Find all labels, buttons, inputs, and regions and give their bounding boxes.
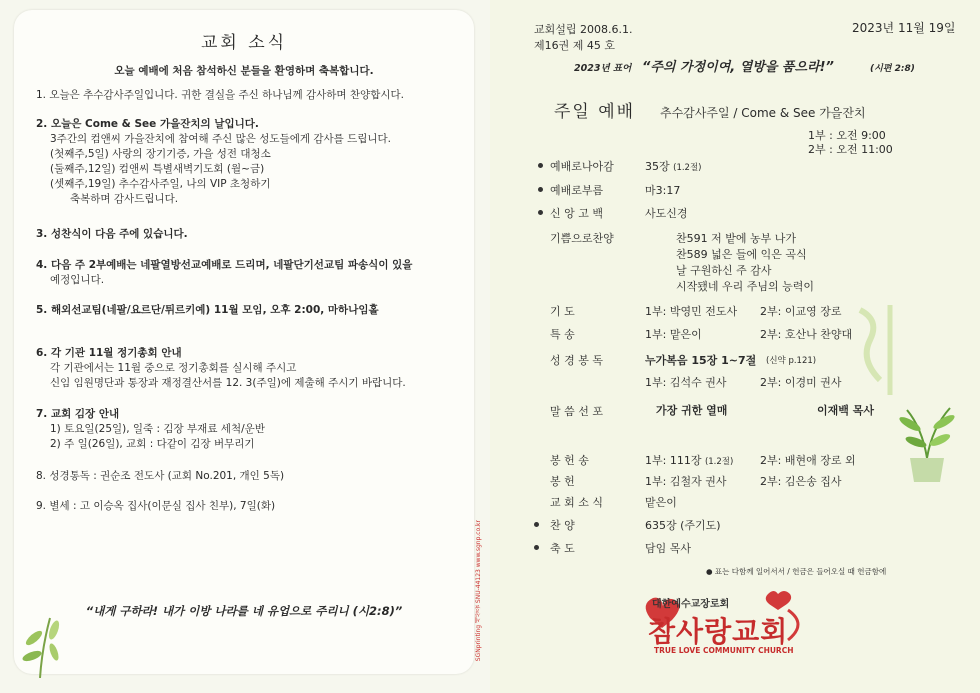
plant-pot-icon (892, 398, 962, 492)
service-time-1: 1부 : 오전 9:00 (808, 129, 886, 142)
offering-song-first-text: 1부: 111장 (645, 454, 702, 467)
news-item-7-line: 2) 주 일(26일), 교회 : 다같이 김장 버무리기 (50, 438, 255, 450)
news-panel (14, 10, 474, 674)
standing-dot-icon (534, 522, 539, 527)
news-item-2-line: (셋째주,19일) 추수감사주일, 나의 VIP 초청하기 (50, 178, 271, 190)
row-value (645, 158, 702, 174)
denomination: 대한예수교장로회 (652, 599, 730, 610)
news-item-4-line: 예정입니다. (50, 274, 105, 286)
row-value-extra: (1.2절) (673, 163, 702, 173)
special-song-label: 특 송 (550, 328, 575, 341)
benediction-label: 축 도 (550, 542, 575, 555)
prayer-second: 2부: 이교영 장로 (760, 305, 842, 318)
offering-label: 봉 헌 (550, 475, 575, 488)
printer-imprint: SGNprinting 세상을 SNU-44123 www.sgnp.co.kr (475, 520, 482, 662)
reading-label: 성 경 봉 독 (550, 354, 603, 367)
offering-second: 2부: 김은송 집사 (760, 475, 842, 488)
news-item-1: 1. 오늘은 추수감사주일입니다. 귀한 결실을 주신 하나님께 감사하며 찬양합시다. (36, 89, 404, 101)
news-item-9: 9. 별세 : 고 이승옥 집사(이문실 집사 친부), 7일(화) (36, 500, 276, 512)
standing-dot-icon (538, 163, 543, 168)
prayer-first: 1부: 박영민 전도사 (645, 305, 738, 318)
praise-line: 찬589 넓은 들에 익은 곡식 (676, 248, 807, 261)
offering-song-second: 2부: 배현애 장로 외 (760, 454, 856, 467)
announcements-label: 교 회 소 식 (550, 496, 603, 509)
established-date: 교회설립 2008.6.1. (534, 23, 633, 36)
church-name-english: TRUE LOVE COMMUNITY CHURCH (654, 646, 794, 655)
announcements-value: 맡은이 (645, 496, 677, 509)
news-item-7-line: 1) 토요일(25일), 일죽 : 김장 부재료 세척/운반 (50, 423, 265, 435)
motto-reference: (시편 2:8) (870, 64, 915, 74)
news-item-2-head: 2. 오늘은 Come & See 가을잔치의 날입니다. (36, 118, 259, 130)
standing-dot-icon (538, 187, 543, 192)
sermon-pastor: 이재백 목사 (817, 404, 874, 417)
prayer-label: 기 도 (550, 305, 575, 318)
row-label: 신 앙 고 백 (550, 207, 603, 220)
hymn-value: 635장 (주기도) (645, 519, 721, 532)
offering-song-label: 봉 헌 송 (550, 454, 589, 467)
news-item-5-text: 5. 해외선교팀(네팔/요르단/튀르키예) 11월 모임, 오후 2:00, 마하나임홀 (36, 304, 379, 316)
news-item-8: 8. 성경통독 : 권순조 전도사 (교회 No.201, 개인 5독) (36, 470, 285, 482)
praise-line: 시작됐네 우리 주님의 능력이 (676, 280, 815, 293)
news-item-6-line: 각 기관에서는 11월 중으로 정기총회를 실시해 주시고 (50, 362, 297, 374)
news-item-2-line: (둘째주,12일) 컴앤씨 특별새벽기도회 (월~금) (50, 163, 265, 175)
praise-line: 찬591 저 밭에 농부 나가 (676, 232, 796, 245)
praise-line: 날 구원하신 주 감사 (676, 264, 772, 277)
service-time-2: 2부 : 오전 11:00 (808, 143, 893, 156)
service-subtitle: 추수감사주일 / Come & See 가을잔치 (660, 106, 866, 120)
news-item-3: 3. 성찬식이 다음 주에 있습니다. (36, 228, 188, 240)
bottom-verse: “내게 구하라! 내가 이방 나라를 네 유업으로 주리니 (시2:8)” (85, 604, 403, 618)
watermark-letters (850, 300, 910, 406)
church-name: 참사랑교회 (648, 615, 789, 648)
sermon-label: 말 씀 선 포 (550, 405, 603, 418)
news-title: 교회 소식 (200, 33, 288, 53)
reading-first: 1부: 김석수 권사 (645, 376, 727, 389)
sermon-title: 가장 귀한 열매 (656, 404, 728, 417)
special-song-second: 2부: 호산나 찬양대 (760, 328, 853, 341)
news-item-6-line: 신임 임원명단과 통장과 재정결산서를 12. 3(주일)에 제출해 주시기 바랍니다. (50, 377, 406, 389)
special-song-first: 1부: 맡은이 (645, 328, 702, 341)
offering-first: 1부: 김철자 권사 (645, 475, 727, 488)
offering-song-first (645, 452, 733, 468)
praise-label: 기쁨으로찬양 (550, 232, 614, 245)
news-item-6-head: 6. 각 기관 11월 정기총회 안내 (36, 347, 182, 359)
row-value: 사도신경 (645, 207, 688, 220)
benediction-value: 담임 목사 (645, 542, 692, 555)
row-label: 예배로나아감 (550, 160, 614, 173)
row-value: 마3:17 (645, 184, 681, 197)
order-of-service-panel (490, 0, 980, 693)
news-item-5 (36, 303, 379, 318)
standing-dot-icon (534, 545, 539, 550)
news-item-2-line: (첫째주,5일) 사랑의 장기기증, 가을 성전 대청소 (50, 148, 271, 160)
news-item-2-line: 3주간의 컴앤씨 가을잔치에 참여해 주신 많은 성도들에게 감사를 드립니다. (50, 133, 392, 145)
reading-page: (신약 p.121) (766, 356, 817, 366)
hymn-label: 찬 양 (550, 519, 575, 532)
standing-dot-icon (538, 210, 543, 215)
reading-passage: 누가복음 15장 1~7절 (645, 354, 757, 367)
service-note: ● 표는 다함께 일어서서 / 헌금은 들어오실 때 헌금함에 (706, 567, 887, 576)
news-item-4: 4. 다음 주 2부예배는 네팔열방선교예배로 드리며, 네팔단기선교팀 파송식이 있을 (36, 259, 413, 271)
volume-number: 제16권 제 45 호 (534, 39, 615, 52)
motto: “주의 가정이여, 열방을 품으라!” (642, 60, 834, 75)
news-item-2-line: 축복하며 감사드립니다. (70, 193, 179, 205)
motto-year: 2023년 표어 (574, 63, 632, 74)
welcome-text: 오늘 예배에 처음 참석하신 분들을 환영하며 축복합니다. (114, 65, 374, 77)
news-item-7-head: 7. 교회 김장 안내 (36, 408, 120, 420)
reading-second: 2부: 이경미 권사 (760, 376, 842, 389)
offering-song-first-extra: (1.2절) (704, 457, 734, 467)
row-label: 예배로부름 (550, 184, 604, 197)
row-value-text: 35장 (645, 160, 670, 173)
bulletin-date: 2023년 11월 19일 (852, 21, 956, 35)
leaf-decoration-icon (20, 608, 70, 678)
service-title: 주일 예배 (554, 102, 636, 122)
